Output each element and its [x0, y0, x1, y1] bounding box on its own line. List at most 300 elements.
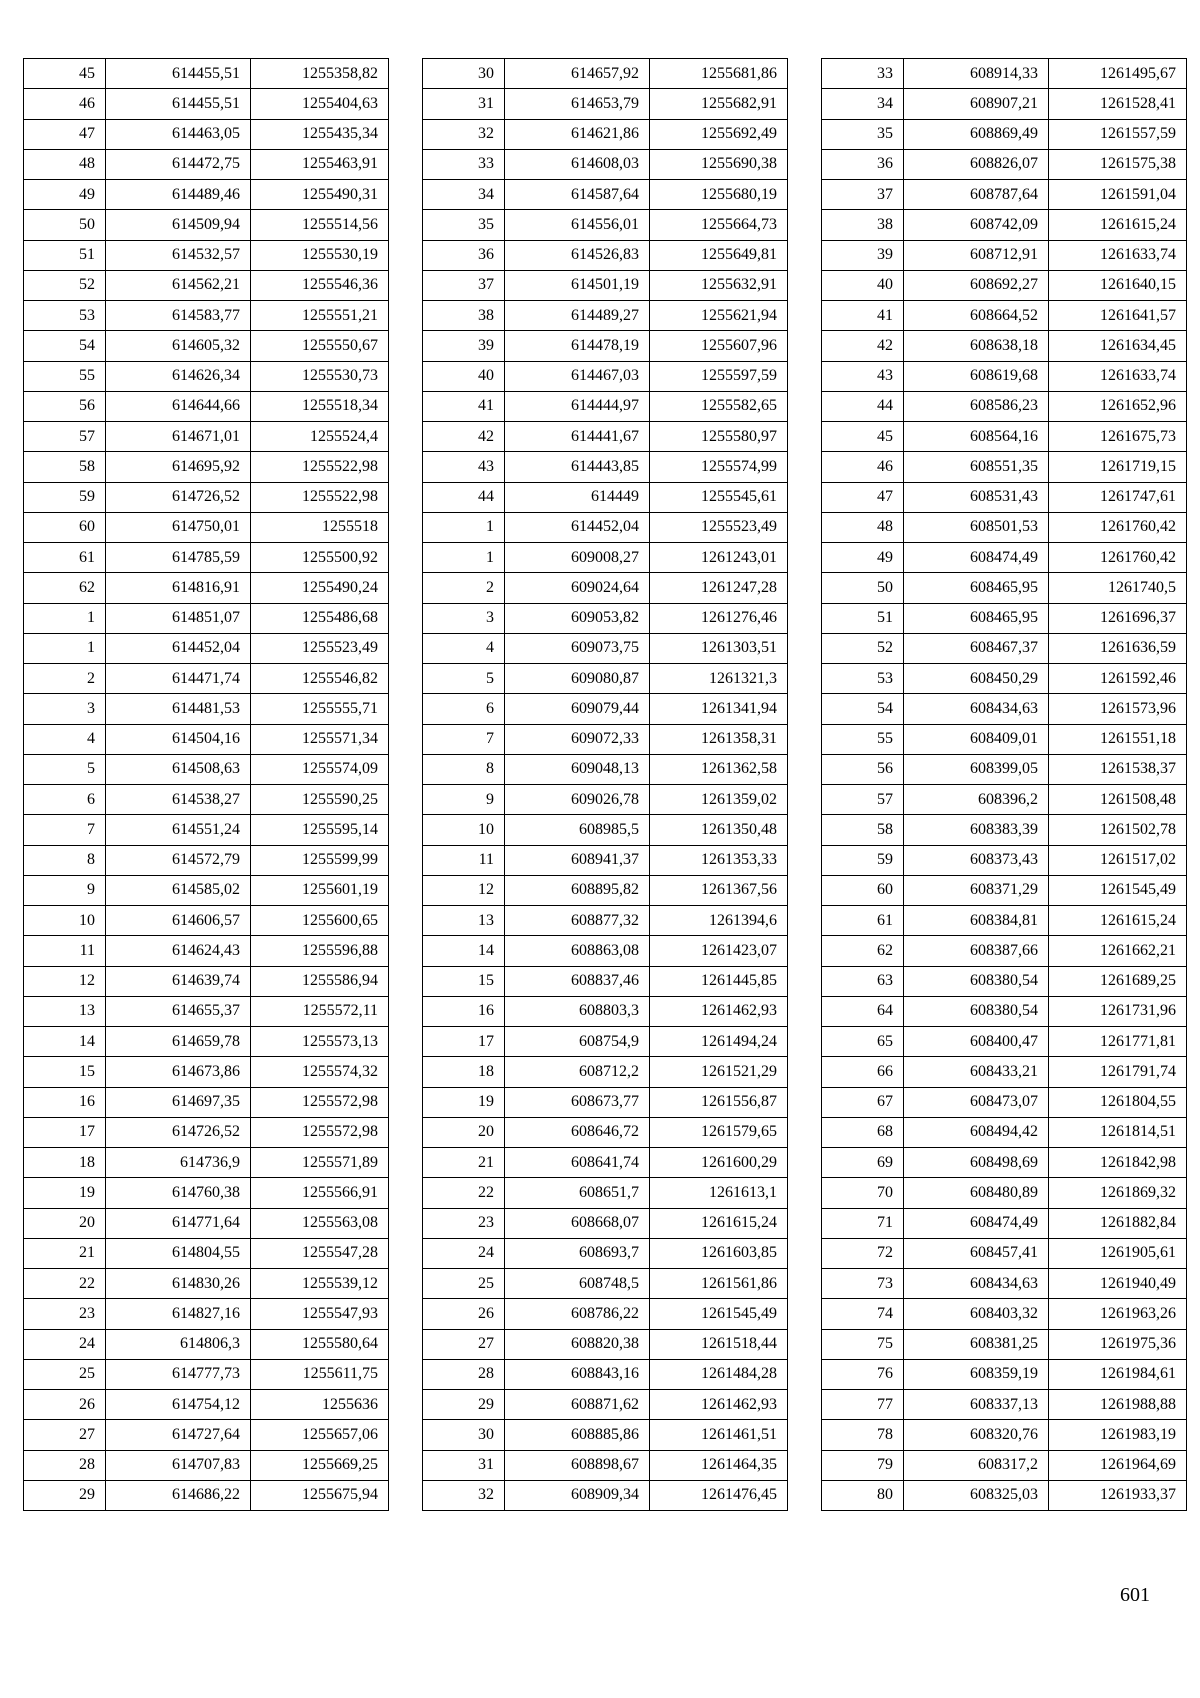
table-row	[24, 149, 389, 179]
table-row	[24, 966, 389, 996]
y-coordinate-cell: 1255669,25	[251, 1450, 389, 1480]
point-number-cell: 55	[24, 361, 106, 391]
table-row	[423, 512, 788, 542]
point-number-cell: 16	[423, 996, 505, 1026]
table-row	[24, 1027, 389, 1057]
x-coordinate-cell: 608692,27	[904, 270, 1049, 300]
y-coordinate-cell: 1255547,93	[251, 1299, 389, 1329]
point-number-cell: 42	[423, 422, 505, 452]
x-coordinate-cell: 614455,51	[106, 89, 251, 119]
x-coordinate-cell: 614727,64	[106, 1420, 251, 1450]
y-coordinate-cell: 1261557,59	[1049, 119, 1187, 149]
x-coordinate-cell: 614444,97	[505, 391, 650, 421]
point-number-cell: 46	[24, 89, 106, 119]
y-coordinate-cell: 1261633,74	[1049, 361, 1187, 391]
y-coordinate-cell: 1261592,46	[1049, 664, 1187, 694]
x-coordinate-cell: 608465,95	[904, 603, 1049, 633]
table-row	[423, 210, 788, 240]
table-row	[423, 270, 788, 300]
y-coordinate-cell: 1261350,48	[650, 815, 788, 845]
y-coordinate-cell: 1255563,08	[251, 1208, 389, 1238]
point-number-cell: 30	[423, 1420, 505, 1450]
y-coordinate-cell: 1261600,29	[650, 1148, 788, 1178]
point-number-cell: 2	[423, 573, 505, 603]
x-coordinate-cell: 614452,04	[106, 633, 251, 663]
x-coordinate-cell: 614695,92	[106, 452, 251, 482]
x-coordinate-cell: 608907,21	[904, 89, 1049, 119]
table-row	[24, 180, 389, 210]
table-row	[822, 391, 1187, 421]
point-number-cell: 6	[24, 785, 106, 815]
x-coordinate-cell: 608387,66	[904, 936, 1049, 966]
point-number-cell: 21	[423, 1148, 505, 1178]
y-coordinate-cell: 1261964,69	[1049, 1450, 1187, 1480]
y-coordinate-cell: 1261696,37	[1049, 603, 1187, 633]
table-row	[24, 936, 389, 966]
point-number-cell: 8	[423, 754, 505, 784]
y-coordinate-cell: 1261353,33	[650, 845, 788, 875]
table-row	[822, 936, 1187, 966]
table-row	[423, 240, 788, 270]
point-number-cell: 29	[423, 1390, 505, 1420]
point-number-cell: 40	[822, 270, 904, 300]
y-coordinate-cell: 1255555,71	[251, 694, 389, 724]
point-number-cell: 48	[24, 149, 106, 179]
y-coordinate-cell: 1255572,98	[251, 1117, 389, 1147]
point-number-cell: 47	[822, 482, 904, 512]
x-coordinate-cell: 608843,16	[505, 1359, 650, 1389]
y-coordinate-cell: 1255530,73	[251, 361, 389, 391]
point-number-cell: 55	[822, 724, 904, 754]
table-row	[423, 1480, 788, 1510]
x-coordinate-cell: 614653,79	[505, 89, 650, 119]
table-row	[423, 1148, 788, 1178]
table-row	[822, 906, 1187, 936]
x-coordinate-cell: 608871,62	[505, 1390, 650, 1420]
y-coordinate-cell: 1255550,67	[251, 331, 389, 361]
y-coordinate-cell: 1261804,55	[1049, 1087, 1187, 1117]
table-row	[822, 754, 1187, 784]
x-coordinate-cell: 614726,52	[106, 1117, 251, 1147]
point-number-cell: 60	[822, 875, 904, 905]
point-number-cell: 37	[822, 180, 904, 210]
y-coordinate-cell: 1255573,13	[251, 1027, 389, 1057]
table-row	[423, 573, 788, 603]
point-number-cell: 41	[822, 301, 904, 331]
x-coordinate-cell: 614827,16	[106, 1299, 251, 1329]
point-number-cell: 58	[24, 452, 106, 482]
table-row	[423, 1208, 788, 1238]
point-number-cell: 69	[822, 1148, 904, 1178]
point-number-cell: 4	[423, 633, 505, 663]
table-row	[24, 482, 389, 512]
x-coordinate-cell: 614621,86	[505, 119, 650, 149]
point-number-cell: 37	[423, 270, 505, 300]
y-coordinate-cell: 1261556,87	[650, 1087, 788, 1117]
point-number-cell: 12	[423, 875, 505, 905]
table-row	[822, 240, 1187, 270]
table-row	[423, 89, 788, 119]
y-coordinate-cell: 1261545,49	[650, 1299, 788, 1329]
y-coordinate-cell: 1261905,61	[1049, 1238, 1187, 1268]
table-row	[822, 422, 1187, 452]
table-row	[423, 59, 788, 89]
y-coordinate-cell: 1255518	[251, 512, 389, 542]
point-number-cell: 45	[24, 59, 106, 89]
point-number-cell: 35	[423, 210, 505, 240]
table-row	[423, 1450, 788, 1480]
table-row	[24, 512, 389, 542]
y-coordinate-cell: 1261791,74	[1049, 1057, 1187, 1087]
point-number-cell: 52	[24, 270, 106, 300]
x-coordinate-cell: 608359,19	[904, 1359, 1049, 1389]
x-coordinate-cell: 614671,01	[106, 422, 251, 452]
x-coordinate-cell: 608433,21	[904, 1057, 1049, 1087]
point-number-cell: 15	[24, 1057, 106, 1087]
point-number-cell: 14	[423, 936, 505, 966]
y-coordinate-cell: 1255514,56	[251, 210, 389, 240]
x-coordinate-cell: 608803,3	[505, 996, 650, 1026]
y-coordinate-cell: 1261462,93	[650, 1390, 788, 1420]
point-number-cell: 5	[423, 664, 505, 694]
x-coordinate-cell: 614644,66	[106, 391, 251, 421]
point-number-cell: 42	[822, 331, 904, 361]
y-coordinate-cell: 1261464,35	[650, 1450, 788, 1480]
x-coordinate-cell: 608450,29	[904, 664, 1049, 694]
x-coordinate-cell: 614441,67	[505, 422, 650, 452]
x-coordinate-cell: 614551,24	[106, 815, 251, 845]
y-coordinate-cell: 1255595,14	[251, 815, 389, 845]
x-coordinate-cell: 614455,51	[106, 59, 251, 89]
x-coordinate-cell: 608373,43	[904, 845, 1049, 875]
table-row	[24, 119, 389, 149]
y-coordinate-cell: 1261662,21	[1049, 936, 1187, 966]
table-row	[423, 422, 788, 452]
table-row	[822, 543, 1187, 573]
x-coordinate-cell: 608754,9	[505, 1027, 650, 1057]
x-coordinate-cell: 608474,49	[904, 1208, 1049, 1238]
x-coordinate-cell: 609080,87	[505, 664, 650, 694]
point-number-cell: 46	[822, 452, 904, 482]
table-row	[24, 391, 389, 421]
table-row	[24, 1480, 389, 1510]
y-coordinate-cell: 1261760,42	[1049, 512, 1187, 542]
y-coordinate-cell: 1255539,12	[251, 1269, 389, 1299]
point-number-cell: 7	[423, 724, 505, 754]
x-coordinate-cell: 608325,03	[904, 1480, 1049, 1510]
x-coordinate-cell: 614707,83	[106, 1450, 251, 1480]
x-coordinate-cell: 608646,72	[505, 1117, 650, 1147]
y-coordinate-cell: 1255490,24	[251, 573, 389, 603]
y-coordinate-cell: 1261933,37	[1049, 1480, 1187, 1510]
x-coordinate-cell: 608457,41	[904, 1238, 1049, 1268]
x-coordinate-cell: 608465,95	[904, 573, 1049, 603]
x-coordinate-cell: 608381,25	[904, 1329, 1049, 1359]
y-coordinate-cell: 1261341,94	[650, 694, 788, 724]
table-row	[822, 482, 1187, 512]
x-coordinate-cell: 614471,74	[106, 664, 251, 694]
table-row	[822, 845, 1187, 875]
table-row	[24, 603, 389, 633]
y-coordinate-cell: 1255621,94	[650, 301, 788, 331]
point-number-cell: 53	[24, 301, 106, 331]
y-coordinate-cell: 1255601,19	[251, 875, 389, 905]
x-coordinate-cell: 608909,34	[505, 1480, 650, 1510]
point-number-cell: 20	[423, 1117, 505, 1147]
table-row	[423, 452, 788, 482]
y-coordinate-cell: 1261689,25	[1049, 966, 1187, 996]
x-coordinate-cell: 614489,46	[106, 180, 251, 210]
y-coordinate-cell: 1255590,25	[251, 785, 389, 815]
y-coordinate-cell: 1261367,56	[650, 875, 788, 905]
y-coordinate-cell: 1261740,5	[1049, 573, 1187, 603]
table-row	[822, 89, 1187, 119]
table-row	[822, 452, 1187, 482]
table-row	[822, 1148, 1187, 1178]
y-coordinate-cell: 1261484,28	[650, 1359, 788, 1389]
x-coordinate-cell: 608619,68	[904, 361, 1049, 391]
table-row	[423, 875, 788, 905]
x-coordinate-cell: 609053,82	[505, 603, 650, 633]
y-coordinate-cell: 1255574,32	[251, 1057, 389, 1087]
point-number-cell: 11	[423, 845, 505, 875]
point-number-cell: 19	[24, 1178, 106, 1208]
table-row	[423, 936, 788, 966]
point-number-cell: 71	[822, 1208, 904, 1238]
table-row	[423, 482, 788, 512]
point-number-cell: 43	[822, 361, 904, 391]
table-row	[24, 1359, 389, 1389]
x-coordinate-cell: 608820,38	[505, 1329, 650, 1359]
point-number-cell: 20	[24, 1208, 106, 1238]
table-row	[24, 59, 389, 89]
x-coordinate-cell: 614686,22	[106, 1480, 251, 1510]
table-row	[24, 1390, 389, 1420]
y-coordinate-cell: 1261634,45	[1049, 331, 1187, 361]
x-coordinate-cell: 614754,12	[106, 1390, 251, 1420]
point-number-cell: 72	[822, 1238, 904, 1268]
table-row	[24, 361, 389, 391]
table-row	[822, 1299, 1187, 1329]
table-row	[423, 391, 788, 421]
point-number-cell: 61	[24, 543, 106, 573]
y-coordinate-cell: 1255572,98	[251, 1087, 389, 1117]
point-number-cell: 34	[423, 180, 505, 210]
x-coordinate-cell: 614472,75	[106, 149, 251, 179]
table-row	[822, 149, 1187, 179]
table-row	[822, 270, 1187, 300]
table-row	[24, 1208, 389, 1238]
x-coordinate-cell: 614562,21	[106, 270, 251, 300]
point-number-cell: 4	[24, 724, 106, 754]
point-number-cell: 68	[822, 1117, 904, 1147]
table-row	[822, 1208, 1187, 1238]
table-row	[423, 1269, 788, 1299]
x-coordinate-cell: 614538,27	[106, 785, 251, 815]
table-row	[24, 1148, 389, 1178]
table-row	[822, 724, 1187, 754]
x-coordinate-cell: 614659,78	[106, 1027, 251, 1057]
point-number-cell: 30	[423, 59, 505, 89]
table-row	[822, 1238, 1187, 1268]
x-coordinate-cell: 614449	[505, 482, 650, 512]
y-coordinate-cell: 1261518,44	[650, 1329, 788, 1359]
x-coordinate-cell: 614771,64	[106, 1208, 251, 1238]
x-coordinate-cell: 614806,3	[106, 1329, 251, 1359]
point-number-cell: 56	[24, 391, 106, 421]
y-coordinate-cell: 1255571,34	[251, 724, 389, 754]
point-number-cell: 6	[423, 694, 505, 724]
x-coordinate-cell: 608371,29	[904, 875, 1049, 905]
table-row	[423, 1087, 788, 1117]
x-coordinate-cell: 608320,76	[904, 1420, 1049, 1450]
table-row	[822, 694, 1187, 724]
point-number-cell: 28	[423, 1359, 505, 1389]
point-number-cell: 32	[423, 119, 505, 149]
x-coordinate-cell: 614608,03	[505, 149, 650, 179]
x-coordinate-cell: 614736,9	[106, 1148, 251, 1178]
x-coordinate-cell: 614481,53	[106, 694, 251, 724]
x-coordinate-cell: 608480,89	[904, 1178, 1049, 1208]
point-number-cell: 49	[24, 180, 106, 210]
table-row	[24, 1238, 389, 1268]
y-coordinate-cell: 1255518,34	[251, 391, 389, 421]
y-coordinate-cell: 1261636,59	[1049, 633, 1187, 663]
table-row	[822, 361, 1187, 391]
y-coordinate-cell: 1255404,63	[251, 89, 389, 119]
x-coordinate-cell: 608787,64	[904, 180, 1049, 210]
table-row	[423, 119, 788, 149]
point-number-cell: 27	[24, 1420, 106, 1450]
x-coordinate-cell: 608498,69	[904, 1148, 1049, 1178]
table-row	[24, 301, 389, 331]
table-row	[822, 966, 1187, 996]
table-row	[24, 1420, 389, 1450]
point-number-cell: 10	[24, 906, 106, 936]
x-coordinate-cell: 614443,85	[505, 452, 650, 482]
y-coordinate-cell: 1261615,24	[1049, 210, 1187, 240]
y-coordinate-cell: 1255675,94	[251, 1480, 389, 1510]
y-coordinate-cell: 1261445,85	[650, 966, 788, 996]
x-coordinate-cell: 614489,27	[505, 301, 650, 331]
table-row	[822, 1480, 1187, 1510]
point-number-cell: 58	[822, 815, 904, 845]
x-coordinate-cell: 614467,03	[505, 361, 650, 391]
y-coordinate-cell: 1261521,29	[650, 1057, 788, 1087]
table-row	[423, 1420, 788, 1450]
x-coordinate-cell: 608400,47	[904, 1027, 1049, 1057]
table-row	[423, 966, 788, 996]
table-row	[423, 815, 788, 845]
x-coordinate-cell: 608673,77	[505, 1087, 650, 1117]
x-coordinate-cell: 614777,73	[106, 1359, 251, 1389]
y-coordinate-cell: 1255632,91	[650, 270, 788, 300]
table-row	[822, 119, 1187, 149]
point-number-cell: 75	[822, 1329, 904, 1359]
x-coordinate-cell: 608380,54	[904, 966, 1049, 996]
table-row	[423, 180, 788, 210]
table-row	[423, 1329, 788, 1359]
table-row	[822, 59, 1187, 89]
x-coordinate-cell: 609026,78	[505, 785, 650, 815]
y-coordinate-cell: 1255574,99	[650, 452, 788, 482]
point-number-cell: 5	[24, 754, 106, 784]
point-number-cell: 27	[423, 1329, 505, 1359]
table-row	[24, 633, 389, 663]
table-row	[822, 1027, 1187, 1057]
x-coordinate-cell: 608638,18	[904, 331, 1049, 361]
x-coordinate-cell: 609073,75	[505, 633, 650, 663]
point-number-cell: 53	[822, 664, 904, 694]
x-coordinate-cell: 608869,49	[904, 119, 1049, 149]
table-row	[822, 1450, 1187, 1480]
x-coordinate-cell: 609024,64	[505, 573, 650, 603]
point-number-cell: 66	[822, 1057, 904, 1087]
table-row	[822, 633, 1187, 663]
table-row	[24, 270, 389, 300]
x-coordinate-cell: 608641,74	[505, 1148, 650, 1178]
table-row	[423, 996, 788, 1026]
y-coordinate-cell: 1255636	[251, 1390, 389, 1420]
table-row	[24, 1117, 389, 1147]
table-row	[423, 149, 788, 179]
table-row	[24, 452, 389, 482]
table-row	[24, 1057, 389, 1087]
y-coordinate-cell: 1261462,93	[650, 996, 788, 1026]
x-coordinate-cell: 614526,83	[505, 240, 650, 270]
table-row	[822, 996, 1187, 1026]
y-coordinate-cell: 1261869,32	[1049, 1178, 1187, 1208]
y-coordinate-cell: 1261494,24	[650, 1027, 788, 1057]
point-number-cell: 18	[423, 1057, 505, 1087]
x-coordinate-cell: 614830,26	[106, 1269, 251, 1299]
point-number-cell: 80	[822, 1480, 904, 1510]
x-coordinate-cell: 614572,79	[106, 845, 251, 875]
point-number-cell: 16	[24, 1087, 106, 1117]
point-number-cell: 50	[822, 573, 904, 603]
x-coordinate-cell: 608473,07	[904, 1087, 1049, 1117]
x-coordinate-cell: 614463,05	[106, 119, 251, 149]
page-number: 601	[1120, 1584, 1150, 1606]
point-number-cell: 25	[423, 1269, 505, 1299]
x-coordinate-cell: 608501,53	[904, 512, 1049, 542]
point-number-cell: 24	[423, 1238, 505, 1268]
y-coordinate-cell: 1261760,42	[1049, 543, 1187, 573]
y-coordinate-cell: 1261771,81	[1049, 1027, 1187, 1057]
y-coordinate-cell: 1255490,31	[251, 180, 389, 210]
table-row	[24, 845, 389, 875]
table-row	[423, 1117, 788, 1147]
table-row	[24, 89, 389, 119]
point-number-cell: 29	[24, 1480, 106, 1510]
x-coordinate-cell: 614509,94	[106, 210, 251, 240]
y-coordinate-cell: 1261476,45	[650, 1480, 788, 1510]
y-coordinate-cell: 1261731,96	[1049, 996, 1187, 1026]
x-coordinate-cell: 608474,49	[904, 543, 1049, 573]
y-coordinate-cell: 1255580,64	[251, 1329, 389, 1359]
table-row	[423, 301, 788, 331]
coordinates-table-middle	[422, 58, 788, 1511]
x-coordinate-cell: 608380,54	[904, 996, 1049, 1026]
y-coordinate-cell: 1255582,65	[650, 391, 788, 421]
table-row	[423, 543, 788, 573]
x-coordinate-cell: 614624,43	[106, 936, 251, 966]
y-coordinate-cell: 1261603,85	[650, 1238, 788, 1268]
x-coordinate-cell: 608531,43	[904, 482, 1049, 512]
x-coordinate-cell: 614585,02	[106, 875, 251, 905]
point-number-cell: 70	[822, 1178, 904, 1208]
point-number-cell: 24	[24, 1329, 106, 1359]
